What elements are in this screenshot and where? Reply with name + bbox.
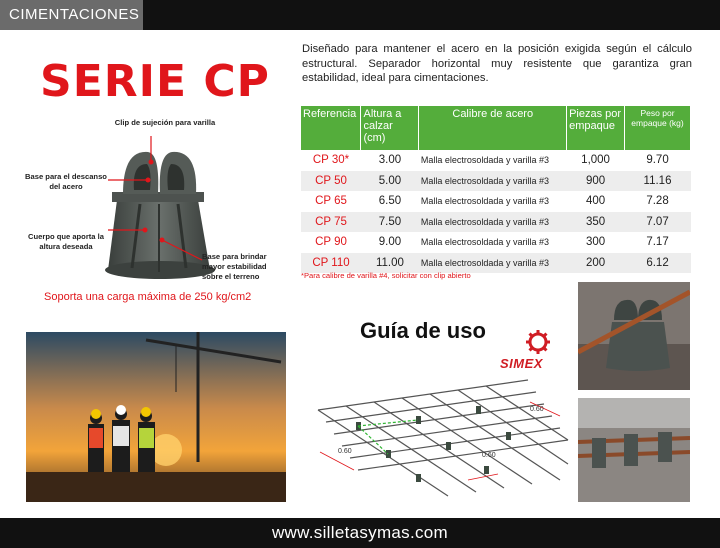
spec-table [301, 106, 691, 273]
header-height: Altura a calzar (cm) [361, 106, 419, 150]
header-pieces: Piezas por empaque [567, 106, 625, 150]
cell-height: 7.50 [361, 212, 419, 233]
mesh-installation-diagram [298, 370, 570, 500]
cell-ref: CP 75 [301, 212, 361, 233]
usage-guide-title: Guía de uso [360, 318, 486, 343]
website-url[interactable]: www.silletasymas.com [271, 523, 449, 542]
header-gauge: Calibre de acero [419, 106, 567, 150]
cell-ref: CP 65 [315, 195, 347, 208]
cell-height: 11.00 [361, 253, 419, 274]
cell-gauge: Malla electrosoldada y varilla #3 [420, 196, 549, 207]
cell-pieces: 1,000 [581, 154, 610, 167]
table-row [301, 171, 691, 192]
callout-clip: Clip de sujeción para varilla [114, 118, 216, 127]
header-weight: Peso por empaque (kg) [625, 106, 691, 150]
cell-gauge: Malla electrosoldada y varilla #3 [420, 155, 549, 166]
spacers-on-site-photo [578, 398, 690, 502]
cell-gauge: Malla electrosoldada y varilla #3 [420, 237, 549, 248]
header-ref: Referencia [301, 106, 361, 150]
spacing-label: 0.60 [482, 452, 496, 459]
table-row [301, 212, 691, 233]
cell-gauge: Malla electrosoldada y varilla #3 [419, 171, 567, 192]
cell-pieces: 350 [567, 212, 625, 233]
callout-base-stability: Base para brindar mayor estabilidad sobre el terreno [202, 252, 267, 281]
cell-weight: 7.28 [646, 195, 669, 208]
cell-ref: CP 30* [312, 154, 350, 167]
cell-weight: 6.12 [625, 253, 691, 274]
product-series-title: SERIE CP [40, 56, 270, 107]
cell-ref: CP 50 [301, 171, 361, 192]
product-description: Diseñado para mantener el acero en la posición exigida según el cálculo estructural. Separador horizontal muy resistente que garantiza gran estabilidad, ideal para cimentaciones. [302, 43, 692, 84]
cell-pieces: 300 [585, 236, 606, 249]
callout-base-rest: Base para el descanso del acero [25, 172, 107, 191]
construction-workers-photo [26, 332, 286, 502]
cell-pieces: 200 [567, 253, 625, 274]
cell-pieces: 900 [567, 171, 625, 192]
product-illustration [20, 112, 290, 292]
table-row [301, 150, 691, 171]
cell-gauge: Malla electrosoldada y varilla #3 [419, 253, 567, 274]
table-footnote: *Para calibre de varilla #4, solicitar con clip abierto [301, 271, 471, 280]
cell-ref: CP 110 [301, 253, 361, 274]
load-capacity-note: Soporta una carga máxima de 250 kg/cm2 [44, 291, 252, 303]
cell-height: 3.00 [378, 154, 402, 167]
cell-height: 9.00 [378, 236, 402, 249]
cell-height: 6.50 [378, 195, 402, 208]
table-header-row [301, 106, 691, 150]
spacer-installed-photo [578, 282, 690, 390]
callout-body: Cuerpo que aporta la altura deseada [28, 232, 104, 251]
simex-brand-name: SIMEX [500, 356, 543, 371]
table-row [301, 191, 691, 212]
cell-gauge: Malla electrosoldada y varilla #3 [419, 212, 567, 233]
cell-height: 5.00 [361, 171, 419, 192]
cell-ref: CP 90 [315, 236, 347, 249]
table-row [301, 253, 691, 274]
cell-weight: 11.16 [625, 171, 691, 192]
spacing-label: 0.60 [530, 406, 544, 413]
spacing-label: 0.60 [338, 448, 352, 455]
section-tag: CIMENTACIONES [0, 0, 143, 30]
cell-weight: 9.70 [646, 154, 669, 167]
cell-weight: 7.17 [646, 236, 669, 249]
cell-weight: 7.07 [625, 212, 691, 233]
cell-pieces: 400 [585, 195, 606, 208]
table-row [301, 232, 691, 253]
